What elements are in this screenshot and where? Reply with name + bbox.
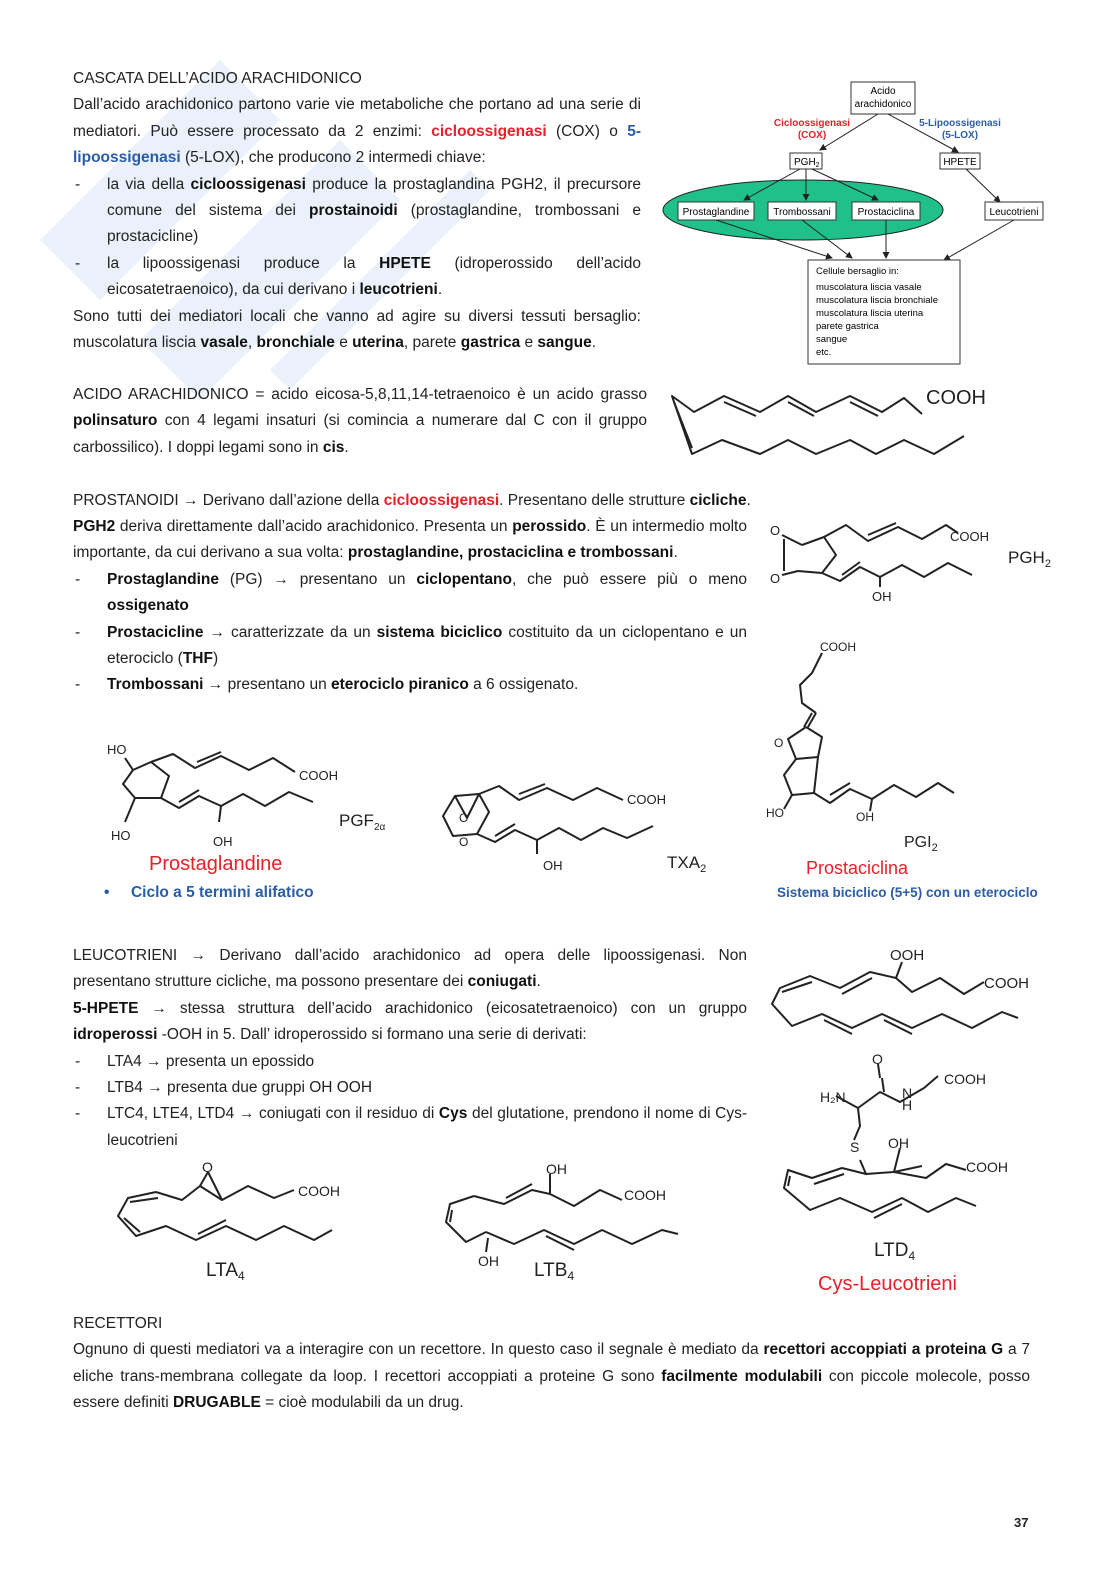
section-cascata (73, 66, 641, 356)
label-lox-abbr: (5-LOX) (941, 130, 979, 141)
label-pgf2a: $PGF_{2\alpha}$ (339, 811, 386, 833)
svg-text:HO: HO (107, 742, 127, 757)
lta4-structure (108, 1160, 378, 1285)
svg-text:COOH: COOH (298, 1183, 340, 1199)
bullet-list (73, 1049, 747, 1155)
list-item: - LTB4 → presenta due gruppi OH OOH (73, 1075, 747, 1101)
paragraph: LEUCOTRIENI → Derivano dall’acido arachidonico ad opera delle lipoossigenasi. Non presentano strutture cicliche, ma possono presentare dei coniugati. (73, 947, 747, 991)
svg-text:N: N (902, 1085, 913, 1101)
page-number: 37 (1014, 1515, 1029, 1530)
label-txa2: $TXA_2$ (667, 853, 707, 875)
svg-text:O: O (770, 571, 781, 586)
section-acido (73, 382, 647, 461)
label-target-title: Cellule bersaglio in: (816, 266, 899, 277)
caption-prostaciclina: Prostaciclina (806, 858, 909, 878)
paragraph: Dall’acido arachidonico partono varie vie metaboliche che portano ad una serie di mediatori. Può essere processato da 2 enzimi: cicloossigenasi (COX) o 5-lipoossigenasi (5-LOX), che producono 2 intermedi chiave: (73, 96, 642, 167)
list-item: - LTA4 → presenta un epossido (73, 1049, 747, 1075)
label-prostaciclina: Prostaciclina (857, 207, 915, 218)
arachidonic-acid-structure (664, 380, 1004, 465)
list-item: - Prostacicline → caratterizzate da un sistema biciclico costituito da un ciclopentano e un eterociclo (THF) (73, 620, 747, 673)
svg-text:COOH: COOH (624, 1187, 666, 1203)
svg-text:COOH: COOH (627, 792, 666, 807)
label-pgh2: $PGH_2$ (1008, 548, 1051, 570)
svg-text:O: O (459, 835, 469, 849)
caption-cys-leucotrieni: Cys-Leucotrieni (818, 1273, 957, 1295)
svg-text:COOH: COOH (950, 529, 989, 544)
label-pgh2: $PGH_2$ (794, 157, 820, 169)
svg-text:O: O (459, 811, 469, 825)
bullet-list (73, 567, 747, 699)
caption-ciclo: • Ciclo a 5 termini alifatico (104, 884, 314, 901)
svg-text:COOH: COOH (299, 768, 338, 783)
section-leucotrieni (73, 943, 747, 1154)
label-arach: arachidonico (854, 99, 912, 110)
svg-text:O: O (872, 1051, 883, 1067)
svg-text:COOH: COOH (944, 1071, 986, 1087)
label-prostaglandine: Prostaglandine (682, 207, 750, 218)
list-item: - Prostaglandine (PG) → presentano un ciclopentano, che può essere più o meno ossigenato (73, 567, 747, 620)
svg-text:OH: OH (543, 858, 563, 873)
label-lta4: $LTA_4$ (206, 1260, 245, 1283)
section-title: RECETTORI (73, 1315, 163, 1332)
svg-text:OH: OH (213, 834, 233, 849)
ltd4-structure (776, 1048, 1066, 1298)
svg-text:O: O (202, 1160, 213, 1175)
paragraph: 5-HPETE → stessa struttura dell’acido arachidonico (eicosatetraenoico) con un gruppo idroperossi -OOH in 5. Dall’ idroperossido si formano una serie di derivati: (73, 999, 747, 1044)
label-cooh: COOH (926, 387, 986, 409)
svg-text:COOH: COOH (966, 1159, 1008, 1175)
section-recettori (73, 1311, 1030, 1417)
label-target: muscolatura liscia vasale (816, 282, 922, 293)
section-prostanoidi-body (73, 514, 747, 699)
label-lox: 5-Lipoossigenasi (919, 118, 1001, 129)
label-ltd4: $LTD_4$ (874, 1240, 916, 1263)
label-cox-abbr: (COX) (797, 130, 827, 141)
svg-text:HO: HO (111, 828, 131, 843)
label-target: parete gastrica (816, 321, 879, 332)
list-item: - la lipoossigenasi produce la HPETE (idroperossido dell’acido eicosatetraenoico), da cui derivano i leucotrieni. (73, 251, 641, 304)
caption-biciclico: Sistema biciclico (5+5) con un eterociclo (777, 885, 1038, 900)
paragraph: PROSTANOIDI → Derivano dall’azione della cicloossigenasi. Presentano delle strutture cicliche. (73, 492, 751, 509)
label-target: muscolatura liscia uterina (816, 308, 924, 319)
label-leucotrieni: Leucotrieni (989, 207, 1039, 218)
paragraph: Sono tutti dei mediatori locali che vanno ad agire su diversi tessuti bersaglio: muscolatura liscia vasale, bronchiale e uterina, parete gastrica e sangue. (73, 307, 641, 352)
svg-text:OOH: OOH (890, 947, 925, 964)
label-target: muscolatura liscia bronchiale (816, 295, 938, 306)
label-cox: Cicloossigenasi (773, 118, 851, 129)
list-item: - Trombossani → presentano un eterociclo piranico a 6 ossigenato. (73, 672, 747, 698)
svg-text:OH: OH (478, 1253, 499, 1269)
label-target: etc. (816, 347, 832, 358)
svg-text:HO: HO (766, 806, 784, 820)
svg-text:OH: OH (872, 589, 892, 604)
hpete-structure (766, 942, 1046, 1042)
label-pgi2: $PGI_2$ (904, 834, 938, 854)
label-acido: Acido (870, 86, 896, 97)
pgh2-structure (762, 515, 1082, 610)
svg-text:H₂N: H₂N (820, 1089, 846, 1105)
label-trombossani: Trombossani (773, 207, 831, 218)
cascade-diagram (660, 78, 1060, 368)
label-ltb4: $LTB_4$ (534, 1260, 575, 1283)
section-title: CASCATA DELL’ACIDO ARACHIDONICO (73, 70, 362, 87)
label-hpete: HPETE (943, 157, 977, 168)
paragraph: PGH2 deriva direttamente dall’acido arachidonico. Presenta un perossido. È un intermedio molto importante, da cui derivano a sua volta: prostaglandine, prostaciclina e trombossani. (73, 518, 747, 562)
paragraph: Ognuno di questi mediatori va a interagire con un recettore. In questo caso il segnale è mediato da recettori accoppiati a proteina G a 7 eliche trans-membrana collegate da loop. I recettori accoppiati a proteine G sono facilmente modulabili con piccole molecole, posso essere definiti DRUGABLE = cioè modulabili da un drug. (73, 1341, 1030, 1412)
txa2-structure (433, 780, 733, 880)
svg-text:H: H (902, 1097, 913, 1113)
svg-text:OH: OH (856, 810, 874, 824)
section-prostanoidi (73, 488, 803, 514)
pgf2a-structure (103, 740, 413, 850)
ltb4-structure (436, 1160, 706, 1285)
svg-text:OH: OH (888, 1135, 909, 1151)
svg-text:COOH: COOH (984, 975, 1029, 992)
caption-prostaglandine: Prostaglandine (149, 853, 283, 875)
label-target: sangue (816, 334, 848, 345)
svg-text:O: O (774, 736, 784, 750)
bullet-list (73, 172, 641, 304)
svg-text:S: S (850, 1139, 860, 1155)
paragraph: ACIDO ARACHIDONICO = acido eicosa-5,8,11,14-tetraenoico è un acido grasso polinsaturo con 4 legami insaturi (si comincia a numerare dal C con il gruppo carbossilico). I doppi legami sono in cis. (73, 386, 647, 456)
list-item: - LTC4, LTE4, LTD4 → coniugati con il residuo di Cys del glutatione, prendono il nome di Cys-leucotrieni (73, 1101, 747, 1154)
svg-text:COOH: COOH (820, 640, 856, 654)
pgi2-structure (760, 635, 1080, 855)
svg-text:OH: OH (546, 1161, 567, 1177)
svg-text:O: O (770, 523, 781, 538)
list-item: - la via della cicloossigenasi produce la prostaglandina PGH2, il precursore comune del sistema dei prostainoidi (prostaglandine, trombossani e prostacicline) (73, 172, 641, 251)
